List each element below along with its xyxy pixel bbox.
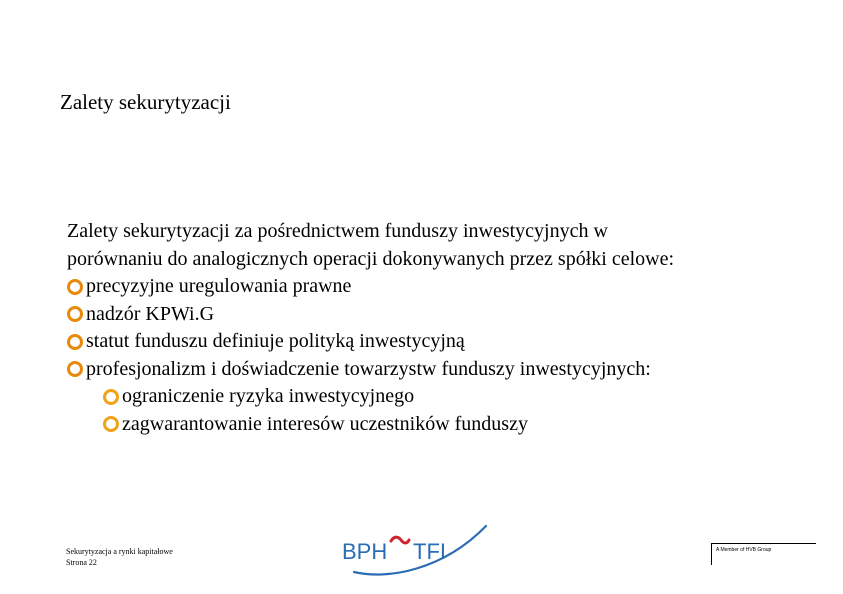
bph-tfi-logo <box>338 522 490 580</box>
logo-text-bph: BPH <box>342 539 388 564</box>
bullet-item <box>67 301 827 329</box>
logo-tilde-icon <box>391 537 409 543</box>
sub-bullet-circle-icon <box>103 389 119 405</box>
sub-bullet-text: zagwarantowanie interesów uczestników funduszy <box>122 412 528 435</box>
footer-left <box>66 546 173 568</box>
sub-bullet-circle-icon <box>103 416 119 432</box>
logo-text-tfi: TFI <box>413 539 446 564</box>
bullet-text: nadzór KPWi.G <box>86 302 215 325</box>
bullet-text: profesjonalizm i doświadczenie towarzystw funduszy inwestycyjnych: <box>86 357 651 380</box>
footer-hvb-badge <box>711 543 816 565</box>
footer-presentation-title: Sekurytyzacja a rynki kapitałowe <box>66 547 173 556</box>
footer-member-text: A Member of HVB Group <box>716 547 772 553</box>
slide-title: Zalety sekurytyzacji <box>60 90 231 114</box>
sub-bullet-text: ograniczenie ryzyka inwestycyjnego <box>122 385 415 407</box>
footer-page-number: Strona 22 <box>66 558 97 567</box>
sub-bullet-item <box>67 411 827 439</box>
bullet-item <box>67 328 827 356</box>
slide-content <box>67 218 827 438</box>
bullet-circle-icon <box>67 334 83 350</box>
bullet-item <box>67 273 827 301</box>
intro-line-2: porównaniu do analogicznych operacji dokonywanych przez spółki celowe: <box>67 247 675 270</box>
bullet-circle-icon <box>67 306 83 322</box>
bullet-text: statut funduszu definiuje polityką inwestycyjną <box>86 330 465 352</box>
bullet-item <box>67 356 827 384</box>
intro-line-1: Zalety sekurytyzacji za pośrednictwem funduszy inwestycyjnych w <box>67 220 608 242</box>
sub-bullet-item <box>67 383 827 411</box>
bullet-circle-icon <box>67 279 83 295</box>
bullet-text: precyzyjne uregulowania prawne <box>86 275 352 297</box>
bullet-circle-icon <box>67 361 83 377</box>
